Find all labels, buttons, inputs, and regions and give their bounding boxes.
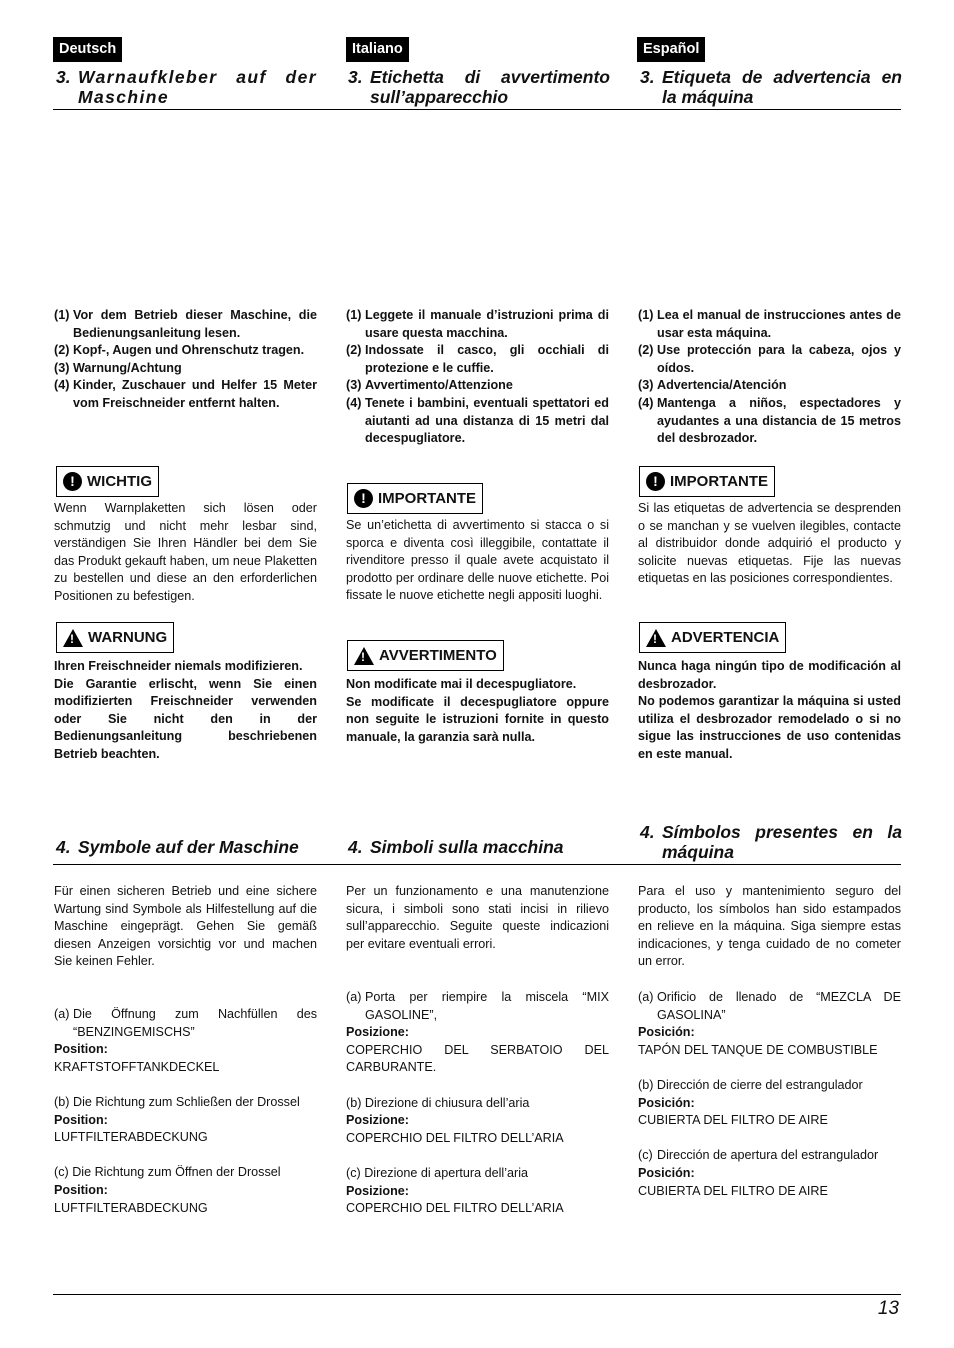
- warning-triangle-icon: !: [646, 629, 666, 647]
- position-value: LUFTFILTERABDECKUNG: [54, 1200, 208, 1215]
- list-item: (b) Direzione di chiusura dell’aria: [346, 1095, 530, 1110]
- language-tab-deutsch: Deutsch: [53, 37, 122, 62]
- position-value: TAPÓN DEL TANQUE DE COMBUSTIBLE: [638, 1042, 878, 1057]
- page-number: 13: [877, 1298, 899, 1319]
- section4-heading-de: 4. Symbole auf der Maschine: [56, 837, 299, 857]
- symbols-intro-it: Per un funzionamento e una manutenzione sicura, i simboli sono stati incisi in rilievo sull’apparecchio. Seguite queste indicazioni per evitare eventuali errori.: [346, 884, 609, 951]
- list-item: (2) Kopf-, Augen und Ohrenschutz tragen.: [54, 343, 305, 358]
- position-value: COPERCHIO DEL FILTRO DELL’ARIA: [346, 1130, 564, 1145]
- symbols-list-de: [54, 1006, 317, 1217]
- exclamation-icon: !: [646, 472, 665, 491]
- list-item: (c) Dirección de apertura del estrangulador: [638, 1148, 879, 1163]
- list-item: (2) Use protección para la cabeza, ojos y oídos.: [638, 343, 901, 375]
- position-label: Position:: [54, 1042, 108, 1057]
- position-value: COPERCHIO DEL SERBATOIO DEL CARBURANTE.: [346, 1042, 609, 1075]
- section4-rule: [53, 864, 901, 865]
- list-item: (3) Advertencia/Atención: [638, 378, 787, 393]
- warning-triangle-icon: !: [354, 647, 374, 665]
- footer-rule: [53, 1294, 901, 1295]
- position-value: CUBIERTA DEL FILTRO DE AIRE: [638, 1113, 828, 1128]
- symbols-list-es: [638, 989, 901, 1200]
- section3-heading-it: 3. Etichetta di avvertimento sull’apparecchio: [348, 67, 610, 107]
- important-badge-de: ! WICHTIG: [56, 466, 159, 497]
- position-label: Posición:: [638, 1165, 695, 1180]
- exclamation-icon: !: [354, 489, 373, 508]
- list-item: (1) Leggete il manuale d’istruzioni prima di usare questa macchina.: [346, 308, 609, 340]
- important-text-es: Si las etiquetas de advertencia se desprenden o se manchan y se vuelven ilegibles, contacte al distribuidor donde adquirió el producto y solicite nuevas etiquetas. Fije las nuevas etiquetas en las posiciones correspondientes.: [638, 501, 901, 586]
- list-item: (2) Indossate il casco, gli occhiali di protezione e le cuffie.: [346, 343, 609, 375]
- symbols-intro-es: Para el uso y mantenimiento seguro del producto, los símbolos han sido estampados en relieve en la máquina. Siga siempre estas indicaciones, y tenga cuidado de no cometer un error.: [638, 884, 901, 969]
- position-label: Position:: [54, 1112, 108, 1127]
- position-label: Posición:: [638, 1095, 695, 1110]
- language-tab-italiano: Italiano: [346, 37, 409, 62]
- warning-text-it: Non modificate mai il decespugliatore. Se modificate il decespugliatore oppure non seguite le istruzioni fornite in questo manuale, la garanzia sarà nulla.: [346, 677, 609, 744]
- warning-badge-es: ! ADVERTENCIA: [639, 622, 786, 653]
- list-item: (1) Lea el manual de instrucciones antes de usar esta máquina.: [638, 308, 901, 340]
- list-item: (3) Warnung/Achtung: [54, 360, 182, 375]
- position-value: CUBIERTA DEL FILTRO DE AIRE: [638, 1183, 828, 1198]
- list-item: (4) Kinder, Zuschauer und Helfer 15 Meter vom Freischneider entfernt halten.: [54, 378, 317, 410]
- section3-rule: [53, 109, 901, 110]
- warning-list-es: [638, 307, 901, 448]
- exclamation-icon: !: [63, 472, 82, 491]
- list-item: (4) Tenete i bambini, eventuali spettatori ed aiutanti ad una distanza di 15 metri dal decespugliatore.: [346, 395, 609, 446]
- section3-heading-es: 3. Etiqueta de advertencia en la máquina: [640, 67, 902, 107]
- list-item: (3) Avvertimento/Attenzione: [346, 378, 513, 393]
- important-text-it: Se un’etichetta di avvertimento si stacca o si sporca e diventa così illeggibile, contattate il rivenditore presso il quale avete acquistato il prodotto per ordinare delle nuove etichette. Poi fissate le nuove etichette negli appositi luoghi.: [346, 518, 609, 603]
- warning-triangle-icon: !: [63, 629, 83, 647]
- position-label: Posizione:: [346, 1113, 409, 1128]
- list-item: (c) Die Richtung zum Öffnen der Drossel: [54, 1165, 281, 1180]
- position-value: COPERCHIO DEL FILTRO DELL’ARIA: [346, 1201, 564, 1216]
- list-item: (1) Vor dem Betrieb dieser Maschine, die Bedienungsanleitung lesen.: [54, 308, 317, 340]
- symbols-intro-de: Für einen sicheren Betrieb und eine sichere Wartung sind Symbole als Hilfestellung auf die Maschine eingeprägt. Gehen Sie gemäß diesen Anzeigen vorsichtig vor und machen Sie keinen Fehler.: [54, 884, 317, 969]
- position-label: Posizione:: [346, 1183, 409, 1198]
- list-item: (4) Mantenga a niños, espectadores y ayudantes a una distancia de 15 metros del desbrozador.: [638, 395, 901, 446]
- position-label: Posizione:: [346, 1025, 409, 1040]
- list-item: (b) Dirección de cierre del estrangulador: [638, 1077, 863, 1092]
- warning-text-de: Ihren Freischneider niemals modifizieren. Die Garantie erlischt, wenn Sie einen modifizierten Freischneider verwenden oder Sie nicht den in der Bedienungsanleitung beschriebenen Betrieb beachten.: [54, 659, 317, 761]
- warning-badge-it: ! AVVERTIMENTO: [347, 640, 504, 671]
- warning-list-de: [54, 307, 317, 413]
- list-item: (b) Die Richtung zum Schließen der Drossel: [54, 1094, 300, 1109]
- position-value: KRAFTSTOFFTANKDECKEL: [54, 1059, 220, 1074]
- warning-text-es: Nunca haga ningún tipo de modificación al desbrozador. No podemos garantizar la máquina si usted utiliza el desbrozador remodelado o si no sigue las instrucciones de uso contenidas en este manual.: [638, 659, 901, 761]
- position-value: LUFTFILTERABDECKUNG: [54, 1130, 208, 1145]
- list-item: (a) Porta per riempire la miscela “MIX GASOLINE”,: [346, 990, 609, 1022]
- important-badge-it: ! IMPORTANTE: [347, 483, 483, 514]
- section3-heading-de: 3. Warnaufkleber auf der Maschine: [56, 67, 317, 107]
- position-label: Posición:: [638, 1025, 695, 1040]
- important-badge-es: ! IMPORTANTE: [639, 466, 775, 497]
- important-text-de: Wenn Warnplaketten sich lösen oder schmutzig und nicht mehr lesbar sind, verständigen Sie Ihren Händler bei dem Sie das Produkt gekauft haben, um neue Plaketten zu bestellen und diese an den erforderlichen Positionen zu befestigen.: [54, 501, 317, 603]
- section4-heading-it: 4. Simboli sulla macchina: [348, 837, 564, 857]
- warning-badge-de: ! WARNUNG: [56, 622, 174, 653]
- list-item: (a) Die Öffnung zum Nachfüllen des “BENZINGEMISCHS”: [54, 1007, 317, 1039]
- list-item: (a) Orificio de llenado de “MEZCLA DE GASOLINA”: [638, 990, 901, 1022]
- warning-list-it: [346, 307, 609, 448]
- section4-heading-es: 4. Símbolos presentes en la máquina: [640, 822, 902, 862]
- language-tab-espanol: Español: [637, 37, 705, 62]
- position-label: Position:: [54, 1182, 108, 1197]
- list-item: (c) Direzione di apertura dell’aria: [346, 1165, 528, 1180]
- symbols-list-it: [346, 989, 609, 1218]
